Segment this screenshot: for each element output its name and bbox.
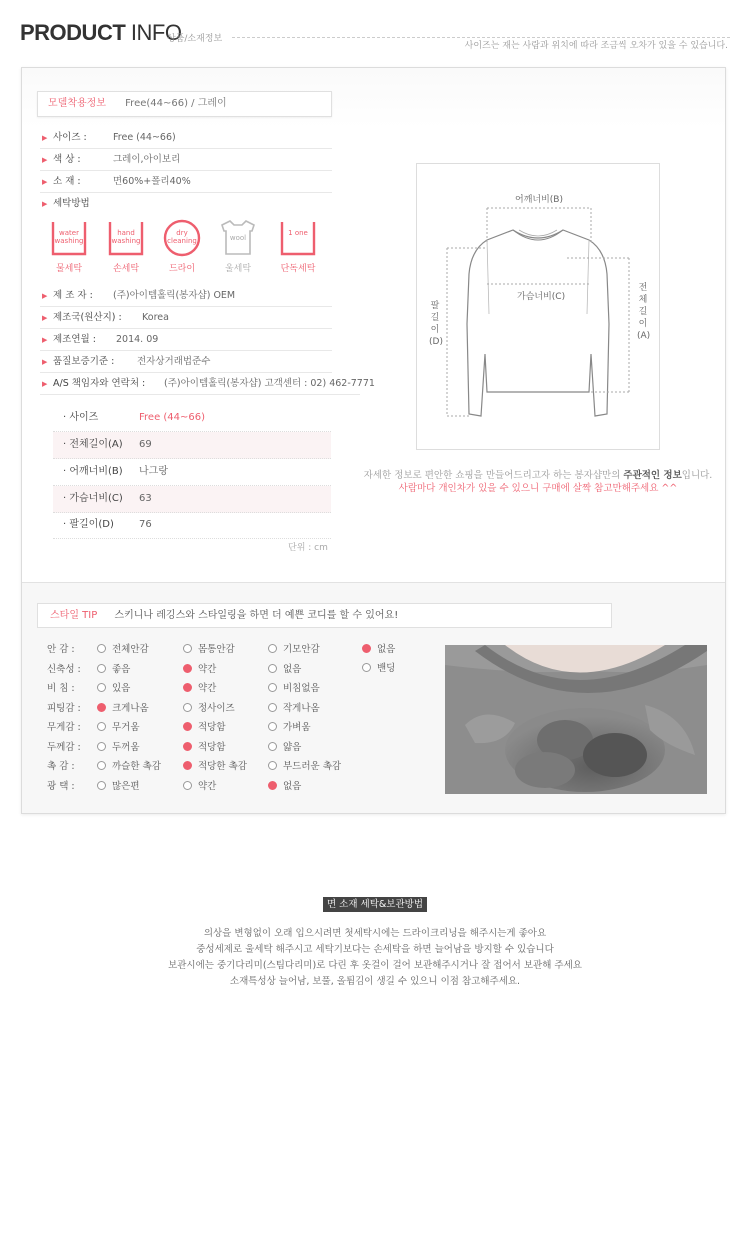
- attribute-option-label: 무거움: [112, 722, 140, 733]
- measurement-diagram: [416, 163, 660, 450]
- product-info-panel: [21, 67, 726, 814]
- radio-icon[interactable]: [183, 722, 192, 731]
- water-washing-icon: water washing: [50, 219, 88, 257]
- attribute-option[interactable]: [183, 679, 216, 698]
- spec-row-manufacturer: [40, 285, 332, 307]
- radio-icon[interactable]: [97, 761, 106, 770]
- attribute-option-label: 약간: [198, 663, 217, 675]
- care-line: 의상을 변형없이 오래 입으시려면 첫세탁시에는 드라이크리닝을 해주시는게 좋아요: [203, 928, 547, 939]
- model-info-value: Free(44~66) / 그레이: [125, 98, 227, 109]
- attribute-option-label: 없음: [283, 663, 302, 675]
- spec-label: 제조국(원산지) :: [53, 312, 122, 323]
- attribute-option[interactable]: [183, 640, 235, 659]
- care-section: [0, 897, 750, 990]
- attribute-option-label: 기모안감: [283, 644, 320, 655]
- radio-icon[interactable]: [97, 781, 106, 790]
- size-row-size: [53, 405, 331, 432]
- attribute-option[interactable]: [268, 640, 320, 659]
- attribute-row: [47, 660, 447, 679]
- bullet-icon: ▶: [42, 358, 48, 366]
- bullet-icon: ▶: [42, 336, 48, 344]
- attribute-option-label: 좋음: [112, 663, 131, 675]
- wash-hand: [106, 219, 146, 279]
- spec-label: 세탁방법: [53, 198, 90, 209]
- model-info-label: 모델착용정보: [48, 98, 106, 109]
- spec-value: Free (44~66): [113, 132, 176, 143]
- care-line: 소재특성상 늘어남, 보풀, 올튐김이 생길 수 있으니 이점 참고해주세요.: [229, 976, 521, 987]
- attribute-option[interactable]: [97, 738, 140, 757]
- size-value: 63: [139, 493, 152, 504]
- radio-icon[interactable]: [97, 722, 106, 731]
- spec-value: 전자상거래법준수: [137, 356, 211, 367]
- attribute-label: 신축성 :: [47, 663, 81, 675]
- radio-icon[interactable]: [97, 664, 106, 673]
- single-washing-icon: 1 one: [279, 219, 317, 257]
- radio-icon[interactable]: [183, 664, 192, 673]
- spec-row-as-contact: [40, 373, 375, 395]
- attribute-row: [47, 777, 447, 796]
- attribute-option-label: 몸통안감: [198, 644, 235, 655]
- attribute-option[interactable]: [97, 777, 140, 796]
- attribute-option[interactable]: [183, 738, 226, 757]
- style-tip-bar: [37, 603, 612, 628]
- attribute-option-label: 크게나옴: [112, 702, 149, 714]
- attribute-label: 안 감 :: [47, 644, 75, 655]
- attribute-option[interactable]: [268, 699, 320, 718]
- radio-icon[interactable]: [97, 703, 106, 712]
- bullet-icon: ▶: [42, 134, 48, 142]
- style-tip-text: 스키니나 레깅스와 스타일링을 하면 더 예쁜 코디를 할 수 있어요!: [114, 610, 399, 621]
- radio-icon[interactable]: [183, 703, 192, 712]
- attribute-option[interactable]: [183, 757, 247, 776]
- attribute-option-label: 약간: [198, 683, 217, 694]
- size-value: 나그랑: [139, 466, 168, 477]
- chest-width-label: 가슴너비(C): [517, 292, 566, 302]
- size-label: · 사이즈: [63, 412, 99, 423]
- attribute-option[interactable]: [362, 640, 395, 659]
- page-title: PRODUCT INFO: [20, 20, 182, 45]
- attribute-option-label: 작게나옴: [283, 702, 320, 714]
- dry-cleaning-icon: dry cleaning: [163, 219, 201, 257]
- attribute-row: [47, 757, 447, 776]
- radio-icon[interactable]: [183, 683, 192, 692]
- care-line: 중성세제로 울세탁 해주시고 세탁기보다는 손세탁을 하면 늘어남을 방지할 수 있습니다: [196, 944, 554, 955]
- radio-icon[interactable]: [183, 644, 192, 653]
- spec-value: 면60%+폴리40%: [113, 176, 191, 187]
- spec-label: 소 재 :: [53, 176, 81, 187]
- spec-label: 색 상 :: [53, 154, 81, 165]
- radio-icon[interactable]: [183, 781, 192, 790]
- attribute-option[interactable]: [268, 757, 341, 776]
- attribute-row: [47, 699, 447, 718]
- spec-row-size: [40, 127, 332, 149]
- attribute-label: 피팅감 :: [47, 702, 81, 714]
- attribute-option-label: 많은편: [112, 780, 140, 792]
- wash-label: 단독세탁: [280, 264, 316, 274]
- radio-icon[interactable]: [268, 644, 277, 653]
- size-label: · 가슴너비(C): [63, 493, 123, 504]
- wash-single: [278, 219, 318, 279]
- wash-label: 물세탁: [55, 264, 83, 274]
- spec-value: 2014. 09: [116, 334, 159, 345]
- radio-icon[interactable]: [183, 742, 192, 751]
- wash-wool: [218, 219, 258, 279]
- care-title: 면 소재 세탁&보관방법: [323, 897, 427, 912]
- spec-row-quality: [40, 351, 332, 373]
- spec-label: 사이즈 :: [53, 132, 87, 143]
- size-row-total-length: [53, 432, 331, 459]
- bullet-icon: ▶: [42, 292, 48, 300]
- unit-label: 단위 : cm: [288, 543, 328, 553]
- attribute-option[interactable]: [268, 660, 301, 679]
- wash-label: 손세탁: [112, 264, 140, 274]
- size-disclaimer: 사이즈는 재는 사람과 위치에 따라 조금씩 오차가 있을 수 있습니다.: [464, 41, 728, 51]
- spec-row-material: [40, 171, 332, 193]
- wash-label: 울세탁: [224, 264, 252, 274]
- model-info-bar: [37, 91, 332, 117]
- size-row-chest: [53, 486, 331, 513]
- spec-row-washing: [40, 193, 332, 215]
- page-subtitle: 상품/소재정보: [167, 34, 223, 44]
- size-row-shoulder: [53, 459, 331, 486]
- size-value: 69: [139, 439, 152, 450]
- bullet-icon: ▶: [42, 314, 48, 322]
- attribute-option[interactable]: [97, 718, 140, 737]
- attribute-row: [47, 738, 447, 757]
- care-line: 보관시에는 중기다리미(스팀다리미)로 다린 후 옷걸이 걸어 보관해주시거나 잘 접어서 보관해 주세요: [168, 960, 582, 971]
- attribute-label: 비 침 :: [47, 683, 75, 694]
- size-value: Free (44~66): [139, 412, 206, 423]
- fabric-closeup-image: [445, 645, 707, 794]
- hand-washing-icon: hand washing: [107, 219, 145, 257]
- bullet-icon: ▶: [42, 200, 48, 208]
- attribute-label: 촉 감 :: [47, 761, 75, 772]
- attribute-option-label: 적당함: [198, 741, 226, 753]
- wash-water: [49, 219, 89, 279]
- attribute-label: 무게감 :: [47, 722, 81, 733]
- radio-icon[interactable]: [268, 781, 277, 790]
- spec-label: 제조연월 :: [53, 334, 96, 345]
- attribute-row: [47, 718, 447, 737]
- attribute-option-label: 적당함: [198, 722, 226, 733]
- spec-row-date: [40, 329, 332, 351]
- shoulder-width-label: 어깨너비(B): [515, 195, 563, 205]
- subjective-info-note: 자세한 정보로 편안한 쇼핑을 만들어드리고자 하는 봉자샵만의 주관적인 정보입니다. 사람마다 개인차가 있을 수 있으니 구매에 살짝 참고만해주세요 ^^: [363, 470, 713, 494]
- attribute-label: 광 택 :: [47, 780, 75, 792]
- style-tip-label: 스타일 TIP: [50, 610, 98, 621]
- spec-row-origin: [40, 307, 332, 329]
- radio-icon[interactable]: [97, 742, 106, 751]
- spec-row-color: [40, 149, 332, 171]
- attribute-option-label: 약간: [198, 780, 217, 792]
- bullet-icon: ▶: [42, 380, 48, 388]
- sweater-outline-icon: [417, 164, 659, 449]
- attribute-option[interactable]: [183, 699, 235, 718]
- attribute-option-label: 두꺼움: [112, 741, 140, 753]
- attribute-option-label: 가벼움: [283, 722, 311, 733]
- size-row-sleeve: [53, 512, 331, 539]
- attribute-option-label: 있음: [112, 683, 131, 694]
- attribute-label: 두께감 :: [47, 741, 81, 753]
- spec-value: (주)아이템홀릭(봉자샵) 고객센터 : 02) 462-7771: [164, 378, 375, 389]
- wash-label: 드라이: [168, 264, 196, 274]
- bullet-icon: ▶: [42, 178, 48, 186]
- attribute-option[interactable]: [97, 757, 161, 776]
- attribute-option[interactable]: [183, 660, 216, 679]
- size-label: · 어깨너비(B): [63, 466, 123, 477]
- attribute-option-label: 밴딩: [377, 663, 396, 674]
- spec-value: (주)아이템홀릭(봉자샵) OEM: [113, 290, 236, 301]
- attribute-option-label: 없음: [283, 780, 302, 792]
- wool-washing-icon: wool: [219, 219, 257, 257]
- attribute-option[interactable]: [97, 699, 149, 718]
- attribute-option[interactable]: [268, 718, 311, 737]
- attribute-option-label: 적당한 촉감: [198, 761, 247, 772]
- attribute-option[interactable]: [97, 679, 130, 698]
- radio-icon[interactable]: [97, 683, 106, 692]
- attribute-option-label: 부드러운 촉감: [283, 761, 342, 772]
- sleeve-length-label: 팔 길 이 (D): [429, 301, 443, 347]
- radio-icon[interactable]: [362, 644, 371, 653]
- radio-icon[interactable]: [97, 644, 106, 653]
- attribute-option-label: 얇음: [283, 741, 302, 753]
- attribute-row: [47, 679, 447, 698]
- radio-icon[interactable]: [268, 703, 277, 712]
- attribute-option-label: 비침없음: [283, 683, 320, 694]
- spec-label: 품질보증기준 :: [53, 356, 115, 367]
- radio-icon[interactable]: [268, 664, 277, 673]
- spec-label: A/S 책임자와 연락처 :: [53, 378, 146, 389]
- radio-icon[interactable]: [268, 761, 277, 770]
- attribute-option[interactable]: [97, 640, 149, 659]
- attribute-option[interactable]: [268, 738, 301, 757]
- attribute-option-label: 까슬한 촉감: [112, 761, 161, 772]
- bullet-icon: ▶: [42, 156, 48, 164]
- spec-value: 그레이,아이보리: [113, 154, 181, 165]
- spec-label: 제 조 자 :: [53, 290, 93, 301]
- radio-icon[interactable]: [183, 761, 192, 770]
- attribute-option[interactable]: [183, 777, 216, 796]
- spec-value: Korea: [142, 312, 169, 323]
- radio-icon[interactable]: [268, 742, 277, 751]
- attribute-option[interactable]: [268, 777, 301, 796]
- attribute-option[interactable]: [268, 679, 320, 698]
- attribute-option-label: 전체안감: [112, 644, 149, 655]
- radio-icon[interactable]: [268, 683, 277, 692]
- radio-icon[interactable]: [268, 722, 277, 731]
- page-header: [20, 20, 730, 54]
- size-label: · 전체길이(A): [63, 439, 123, 450]
- size-label: · 팔길이(D): [63, 519, 114, 530]
- attribute-option-label: 없음: [377, 644, 396, 655]
- attribute-option-label: 정사이즈: [198, 702, 235, 714]
- attribute-option[interactable]: [183, 718, 226, 737]
- size-value: 76: [139, 519, 152, 530]
- wash-dry: [162, 219, 202, 279]
- total-length-label: 전 체 길 이 (A): [637, 283, 651, 341]
- attribute-option[interactable]: [97, 660, 130, 679]
